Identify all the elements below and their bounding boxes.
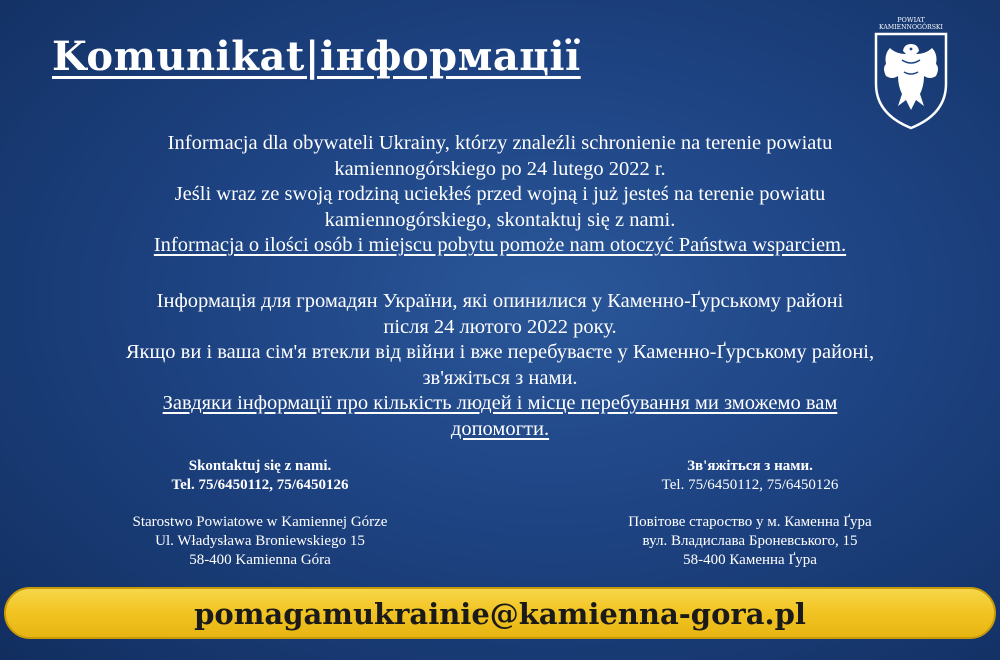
office-name: Повітове староство у м. Каменна Ґура (628, 514, 872, 530)
logo-text-powiat: POWIAT (897, 16, 925, 24)
contact-heading: Skontaktuj się z nami. (188, 458, 332, 474)
ukrainian-info-emphasis: допомогти. (450, 417, 550, 440)
county-crest-logo (866, 14, 956, 132)
office-name: Starostwo Powiatowe w Kamiennej Górze (132, 514, 388, 530)
contact-ukrainian (548, 457, 952, 570)
page-title: Komunikat|інформації (52, 33, 581, 80)
office-city: 58-400 Каменна Ґура (683, 552, 817, 568)
ukrainian-info-line: Якщо ви і ваша сім'я втекли від війни і вже перебуваєте у Каменно-Ґурському районі, (125, 341, 875, 363)
office-street: Ul. Władysława Broniewskiego 15 (155, 533, 365, 549)
email-address[interactable]: pomagamukrainie@kamienna-gora.pl (194, 597, 806, 631)
logo-text-kamiennogorski: KAMIENNOGÓRSKI (878, 24, 944, 31)
ukrainian-info-line: після 24 лютого 2022 року. (383, 315, 617, 338)
ukrainian-info-line: зв'яжіться з нами. (422, 366, 578, 389)
polish-info-line: kamiennogórskiego, skontaktuj się z nami. (324, 208, 676, 231)
ukrainian-info-block (0, 289, 1000, 442)
polish-info-block (0, 131, 1000, 259)
eagle-crest-icon (876, 34, 946, 128)
polish-info-line: Informacja dla obywateli Ukrainy, którzy znaleźli schronienie na terenie powiatu (167, 132, 833, 154)
polish-info-line: Jeśli wraz ze swoją rodziną uciekłeś przed wojną i już jesteś na terenie powiatu (174, 183, 826, 205)
polish-info-line: kamiennogórskiego po 24 lutego 2022 r. (334, 157, 666, 180)
contact-phone: Tel. 75/6450112, 75/6450126 (661, 477, 839, 493)
contact-polish (60, 457, 460, 570)
polish-info-emphasis: Informacja o ilości osób i miejscu pobytu pomoże nam otoczyć Państwa wsparciem. (153, 234, 847, 256)
contact-phone: Tel. 75/6450112, 75/6450126 (171, 477, 349, 493)
email-banner (4, 587, 996, 639)
office-street: вул. Владислава Броневського, 15 (642, 533, 858, 549)
contact-heading: Зв'яжіться з нами. (687, 458, 813, 474)
ukrainian-info-emphasis: Завдяки інформації про кількість людей і місце перебування ми зможемо вам (162, 392, 838, 414)
ukrainian-info-line: Інформація для громадян України, які опинилися у Каменно-Ґурському районі (156, 290, 844, 312)
office-city: 58-400 Kamienna Góra (189, 552, 331, 568)
